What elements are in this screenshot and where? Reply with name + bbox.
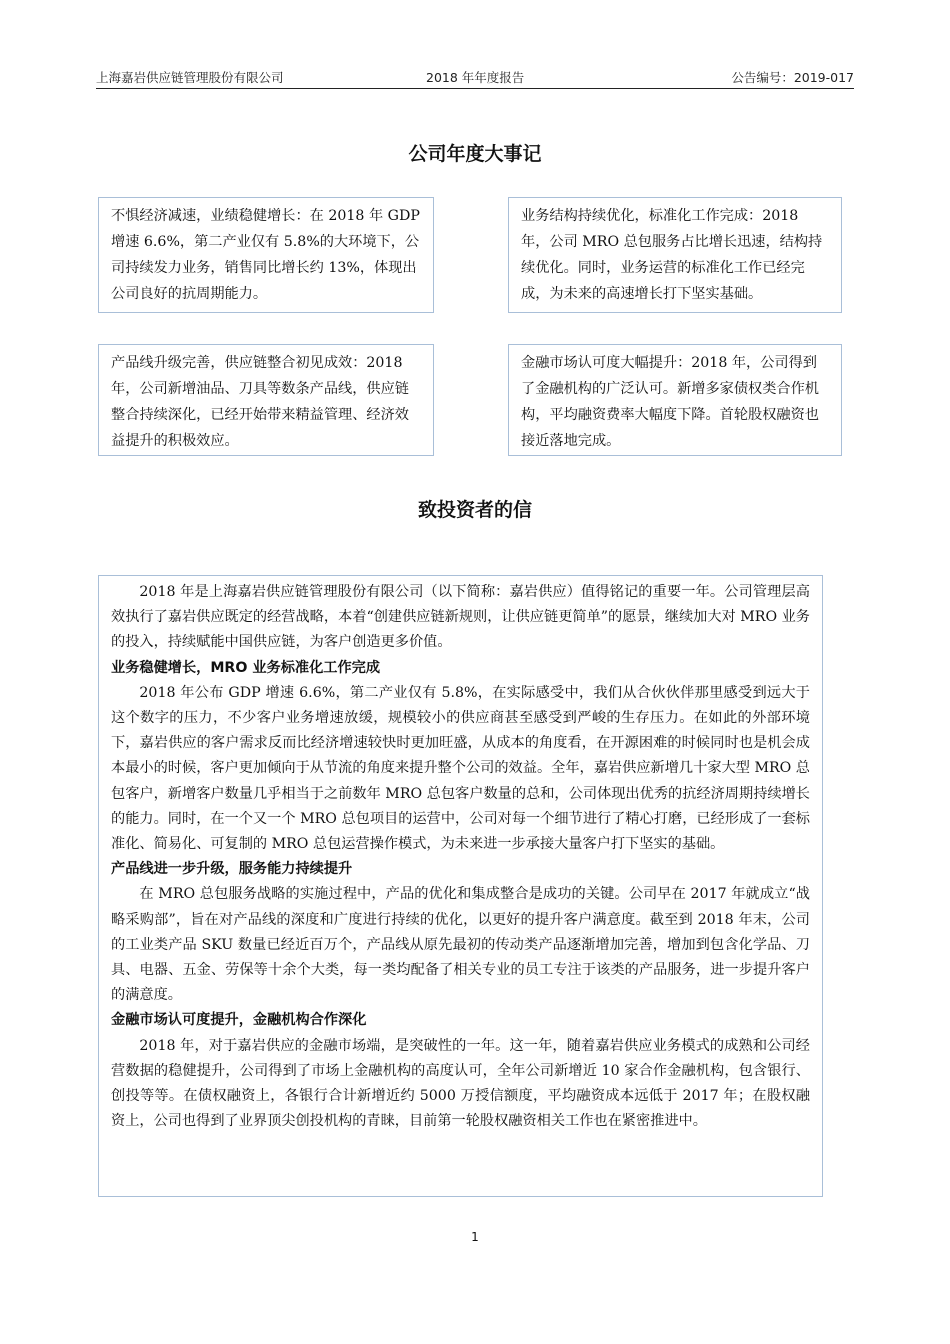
section-body: 2018 年，对于嘉岩供应的金融市场端，是突破性的一年。这一年，随着嘉岩供应业务模式的成熟和公司经营数据的稳健提升，公司得到了市场上金融机构的高度认可，全年公司新增近 10 家合作金融机构，包含银行、创投等等。在债权融资上，各银行合计新增近约 5000 万授信额度，平均融资成本远低于 2017 年；在股权融资上，公司也得到了业界顶尖创投机构的青睐，目前第一轮股权融资相关工作也在紧密推进中。	[111, 1037, 810, 1130]
page-header	[96, 66, 854, 89]
section-heading: 业务稳健增长，MRO 业务标准化工作完成	[111, 659, 381, 676]
letter-title: 致投资者的信	[417, 499, 532, 521]
event-box: 金融市场认可度大幅提升：2018 年，公司得到了金融机构的广泛认可。新增多家债权类合作机构，平均融资费率大幅度下降。首轮股权融资也接近落地完成。	[508, 344, 842, 456]
letter-intro: 2018 年是上海嘉岩供应链管理股份有限公司（以下简称：嘉岩供应）值得铭记的重要一年。公司管理层高效执行了嘉岩供应既定的经营战略，本着“创建供应链新规则，让供应链更简单”的愿景，继续加大对 MRO 业务的投入，持续赋能中国供应链，为客户创造更多价值。	[111, 584, 810, 651]
header-company-name: 上海嘉岩供应链管理股份有限公司	[96, 70, 284, 85]
section-heading: 产品线进一步升级，服务能力持续提升	[111, 861, 353, 878]
investor-letter	[98, 575, 823, 1197]
event-box: 产品线升级完善，供应链整合初见成效：2018 年，公司新增油品、刀具等数条产品线，供应链整合持续深化，已经开始带来精益管理、经济效益提升的积极效应。	[98, 344, 434, 456]
page-number: 1	[471, 1230, 479, 1244]
section-heading: 金融市场认可度提升，金融机构合作深化	[111, 1012, 367, 1029]
header-report-title: 2018 年年度报告	[426, 70, 525, 85]
events-title: 公司年度大事记	[408, 143, 542, 165]
header-notice-number: 公告编号：2019-017	[731, 70, 854, 85]
event-box: 不惧经济减速，业绩稳健增长：在 2018 年 GDP 增速 6.6%，第二产业仅有 5.8%的大环境下，公司持续发力业务，销售同比增长约 13%，体现出公司良好的抗周期能力。	[98, 197, 434, 313]
section-body: 2018 年公布 GDP 增速 6.6%，第二产业仅有 5.8%，在实际感受中，我们从合伙伙伴那里感受到远大于这个数字的压力，不少客户业务增速放缓，规模较小的供应商甚至感受到严峻的生存压力。在如此的外部环境下，嘉岩供应的客户需求反而比经济增速较快时更加旺盛，从成本的角度看，在开源困难的时候同时也是机会成本最小的时候，客户更加倾向于从节流的角度来提升整个公司的效益。全年，嘉岩供应新增几十家大型 MRO 总包客户，新增客户数量几乎相当于之前数年 MRO 总包客户数量的总和，公司体现出优秀的抗经济周期持续增长的能力。同时，在一个又一个 MRO 总包项目的运营中，公司对每一个细节进行了精心打磨，已经形成了一套标准化、简易化、可复制的 MRO 总包运营操作模式，为未来进一步承接大量客户打下坚实的基础。	[111, 684, 810, 853]
section-body: 在 MRO 总包服务战略的实施过程中，产品的优化和集成整合是成功的关键。公司早在 2017 年就成立“战略采购部”，旨在对产品线的深度和广度进行持续的优化，以更好的提升客户满意度。截至到 2018 年末，公司的工业类产品 SKU 数量已经近百万个，产品线从原先最初的传动类产品逐渐增加完善，增加到包含化学品、刀具、电器、五金、劳保等十余个大类，每一类均配备了相关专业的员工专注于该类的产品服务，进一步提升客户的满意度。	[111, 886, 810, 1004]
event-box: 业务结构持续优化，标准化工作完成：2018 年，公司 MRO 总包服务占比增长迅速，结构持续优化。同时，业务运营的标准化工作已经完成，为未来的高速增长打下坚实基础。	[508, 197, 842, 313]
